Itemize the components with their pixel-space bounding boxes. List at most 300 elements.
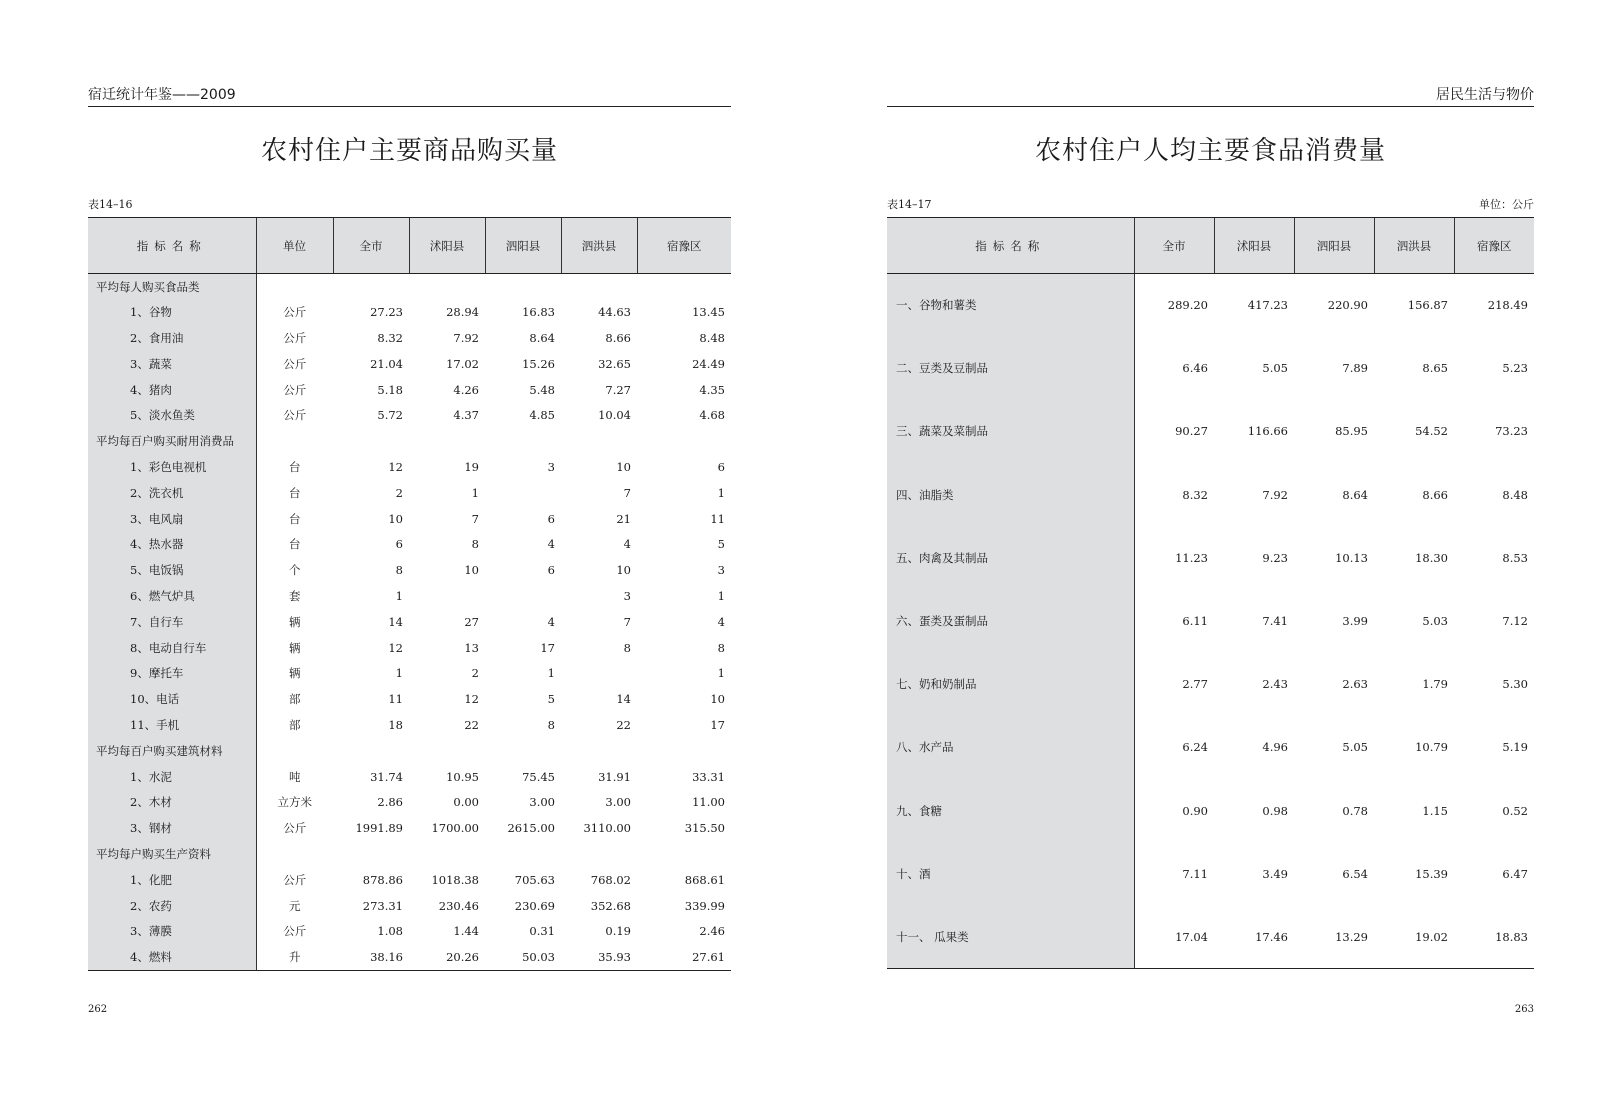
value-cell: 31.91 [598,769,631,784]
value-cell: 5.03 [1422,614,1448,629]
unit-cell: 公斤 [283,305,307,320]
column-header: 泗洪县 [561,218,637,274]
value-cell: 4.68 [699,408,725,423]
value-cell: 6.54 [1342,866,1368,881]
table-row [887,779,1534,842]
category-label: 平均每人购买食品类 [88,274,256,300]
value-cell: 1 [547,666,555,681]
value-cell: 19 [464,459,479,474]
value-cell: 7 [623,614,631,629]
value-cell: 5.48 [529,382,555,397]
value-cell: 8.48 [1502,487,1528,502]
indicator-name: 七、奶和奶制品 [887,653,1134,716]
value-cell: 17.04 [1134,905,1214,968]
value-cell [485,274,561,300]
unit-cell [256,738,333,764]
value-cell [637,738,731,764]
value-cell: 10 [616,459,631,474]
value-cell: 417.23 [1247,298,1288,313]
unit-cell: 吨 [289,769,301,784]
value-cell: 7.92 [1262,487,1288,502]
indicator-name: 6、燃气炉具 [88,583,256,609]
value-cell: 1018.38 [431,872,479,887]
value-cell: 17 [540,640,555,655]
value-cell: 8.64 [529,330,555,345]
commodity-purchase-table [88,217,731,971]
value-cell: 5 [547,692,555,707]
value-cell: 22 [616,717,631,732]
value-cell: 7.89 [1342,361,1368,376]
value-cell: 11.23 [1175,550,1208,565]
value-cell: 230.69 [514,898,555,913]
value-cell: 17.46 [1214,905,1294,968]
unit-cell [256,841,333,867]
indicator-name: 4、猪肉 [88,377,256,403]
indicator-name: 5、电饭锅 [88,557,256,583]
column-header: 指标名称 [887,218,1134,274]
column-header: 宿豫区 [637,218,731,274]
value-cell: 33.31 [692,769,725,784]
column-header: 泗阳县 [1294,218,1374,274]
value-cell: 352.68 [590,898,631,913]
value-cell: 4 [623,537,631,552]
table-row [88,557,731,583]
value-cell: 1700.00 [431,821,479,836]
unit-cell [256,428,333,454]
value-cell: 18.30 [1415,550,1448,565]
table-row [88,531,731,557]
value-cell: 12 [388,640,403,655]
value-cell: 1 [717,588,725,603]
value-cell: 8.65 [1422,361,1448,376]
value-cell: 1991.89 [355,821,403,836]
indicator-name: 3、电风扇 [88,506,256,532]
value-cell: 44.63 [598,305,631,320]
value-cell: 868.61 [684,872,725,887]
column-header: 指标名称 [88,218,256,274]
value-cell: 7.12 [1502,614,1528,629]
value-cell: 8 [547,717,555,732]
value-cell: 0.98 [1262,803,1288,818]
value-cell: 24.49 [692,356,725,371]
indicator-name: 4、热水器 [88,531,256,557]
unit-cell: 个 [289,563,301,578]
table-header-row [88,218,731,274]
unit-cell: 辆 [289,666,301,681]
unit-cell: 立方米 [277,795,312,810]
value-cell: 8 [395,563,403,578]
value-cell: 11 [710,511,725,526]
column-header: 全市 [333,218,409,274]
indicator-name: 四、油脂类 [887,463,1134,526]
value-cell: 4.26 [453,382,479,397]
value-cell: 1 [395,588,403,603]
value-cell: 4.37 [453,408,479,423]
value-cell: 768.02 [590,872,631,887]
value-cell: 10 [388,511,403,526]
indicator-name: 3、蔬菜 [88,351,256,377]
table-row [88,609,731,635]
indicator-name: 3、薄膜 [88,918,256,944]
indicator-name: 2、木材 [88,789,256,815]
value-cell: 2.63 [1342,677,1368,692]
unit-cell: 台 [289,485,301,500]
value-cell: 13 [464,640,479,655]
table-row [887,400,1534,463]
table-row [88,351,731,377]
value-cell: 1 [471,485,479,500]
value-cell: 6.47 [1502,866,1528,881]
unit-cell: 公斤 [283,924,307,939]
table-row [88,428,731,454]
value-cell: 5.05 [1262,361,1288,376]
value-cell: 3110.00 [583,821,631,836]
value-cell: 6 [717,459,725,474]
value-cell: 27.23 [370,305,403,320]
value-cell: 31.74 [370,769,403,784]
indicator-name: 10、电话 [88,686,256,712]
value-cell: 156.87 [1407,298,1448,313]
running-head: 宿迁统计年鉴——2009 [88,86,731,107]
value-cell [409,583,485,609]
value-cell: 15.39 [1415,866,1448,881]
table-row [88,712,731,738]
value-cell: 2.46 [699,924,725,939]
value-cell: 11.00 [692,795,725,810]
value-cell: 230.46 [438,898,479,913]
value-cell: 0.78 [1342,803,1368,818]
table-row [887,526,1534,589]
unit-cell: 升 [256,944,333,970]
page-title: 农村住户主要商品购买量 [260,136,558,166]
value-cell: 13.45 [692,305,725,320]
column-header: 沭阳县 [409,218,485,274]
value-cell: 4 [547,614,555,629]
value-cell: 0.52 [1502,803,1528,818]
value-cell: 5.23 [1502,361,1528,376]
indicator-name: 十、酒 [887,842,1134,905]
table-row [887,589,1534,652]
value-cell: 3.99 [1342,614,1368,629]
value-cell [561,660,637,686]
table-row [88,402,731,428]
value-cell: 12 [388,459,403,474]
value-cell [485,583,561,609]
category-label: 平均每百户购买建筑材料 [88,738,256,764]
value-cell: 21 [616,511,631,526]
value-cell: 27 [464,614,479,629]
table-row [88,944,731,970]
indicator-name: 4、燃料 [88,944,256,970]
unit-cell [256,274,333,300]
indicator-name: 一、谷物和薯类 [887,274,1134,337]
value-cell: 4.96 [1262,740,1288,755]
value-cell: 0.31 [529,924,555,939]
table-row [88,815,731,841]
value-cell: 5.72 [377,408,403,423]
value-cell: 2.43 [1262,677,1288,692]
table-row [88,480,731,506]
unit-cell: 公斤 [283,821,307,836]
indicator-name: 2、农药 [88,893,256,919]
value-cell: 218.49 [1487,298,1528,313]
value-cell: 4 [717,614,725,629]
value-cell: 705.63 [514,872,555,887]
table-row [88,686,731,712]
table-row [88,918,731,944]
value-cell: 220.90 [1327,298,1368,313]
value-cell: 7.41 [1262,614,1288,629]
unit-cell: 公斤 [283,382,307,397]
value-cell: 10.04 [598,408,631,423]
value-cell: 54.52 [1415,424,1448,439]
table-row [887,653,1534,716]
value-cell: 19.02 [1374,905,1454,968]
unit-cell: 套 [289,588,301,603]
value-cell: 10 [616,563,631,578]
unit-cell: 辆 [289,614,301,629]
value-cell: 7.27 [605,382,631,397]
value-cell [485,738,561,764]
value-cell: 4.35 [699,382,725,397]
value-cell [409,428,485,454]
value-cell: 8.48 [699,330,725,345]
value-cell: 38.16 [333,944,409,970]
unit-cell: 台 [289,511,301,526]
indicator-name: 九、食糖 [887,779,1134,842]
value-cell: 11 [388,692,403,707]
value-cell: 15.26 [522,356,555,371]
value-cell [561,841,637,867]
table-row [887,716,1534,779]
indicator-name: 三、蔬菜及菜制品 [887,400,1134,463]
unit-cell: 公斤 [283,408,307,423]
unit-cell: 公斤 [283,872,307,887]
value-cell: 7.11 [1182,866,1208,881]
value-cell [561,428,637,454]
table-row [88,274,731,300]
value-cell: 7 [471,511,479,526]
value-cell: 21.04 [370,356,403,371]
unit-cell: 元 [289,898,301,913]
value-cell: 8.32 [1182,487,1208,502]
value-cell: 3.00 [605,795,631,810]
value-cell: 6 [547,563,555,578]
table-row [887,274,1534,337]
value-cell [485,428,561,454]
value-cell: 8 [717,640,725,655]
table-row [88,738,731,764]
unit-cell: 台 [289,537,301,552]
value-cell: 0.90 [1182,803,1208,818]
unit-cell: 部 [289,692,301,707]
category-label: 平均每百户购买耐用消费品 [88,428,256,454]
table-row [88,506,731,532]
right-page [887,0,1534,1099]
value-cell: 289.20 [1167,298,1208,313]
table-row [88,377,731,403]
unit-cell: 公斤 [283,330,307,345]
indicator-name: 五、肉禽及其制品 [887,526,1134,589]
value-cell [485,480,561,506]
value-cell [485,841,561,867]
value-cell [333,841,409,867]
value-cell: 4 [547,537,555,552]
table-row [887,463,1534,526]
value-cell: 13.29 [1294,905,1374,968]
value-cell: 10.79 [1415,740,1448,755]
indicator-name: 1、水泥 [88,764,256,790]
value-cell: 8.66 [1422,487,1448,502]
unit-cell: 部 [289,717,301,732]
value-cell [409,738,485,764]
value-cell: 75.45 [522,769,555,784]
table-row [887,905,1534,968]
indicator-name: 11、手机 [88,712,256,738]
table-row [88,841,731,867]
value-cell [637,274,731,300]
value-cell: 16.83 [522,305,555,320]
value-cell: 6.11 [1182,614,1208,629]
indicator-name: 1、化肥 [88,867,256,893]
value-cell [333,428,409,454]
value-cell: 12 [464,692,479,707]
column-header: 单位 [256,218,333,274]
value-cell [333,738,409,764]
value-cell: 27.61 [637,944,731,970]
value-cell [637,841,731,867]
value-cell: 8.32 [377,330,403,345]
table-row [88,635,731,661]
food-consumption-table [887,217,1534,969]
table-header-row [887,218,1534,274]
value-cell: 0.00 [453,795,479,810]
value-cell: 73.23 [1495,424,1528,439]
page-number: 262 [88,1004,108,1015]
value-cell: 6.24 [1182,740,1208,755]
value-cell: 1.08 [377,924,403,939]
value-cell: 0.19 [605,924,631,939]
value-cell [637,428,731,454]
value-cell [409,274,485,300]
value-cell: 18 [388,717,403,732]
table-row [88,867,731,893]
value-cell [333,274,409,300]
value-cell: 2.86 [377,795,403,810]
value-cell: 8 [471,537,479,552]
table-row [88,583,731,609]
value-cell: 85.95 [1335,424,1368,439]
value-cell: 18.83 [1454,905,1534,968]
table-row [88,764,731,790]
value-cell: 2 [395,485,403,500]
value-cell: 1 [717,666,725,681]
page-number: 263 [1514,1004,1534,1015]
value-cell: 10 [710,692,725,707]
value-cell: 3 [717,563,725,578]
value-cell: 2.77 [1182,677,1208,692]
value-cell: 10.95 [446,769,479,784]
value-cell: 878.86 [362,872,403,887]
value-cell: 20.26 [409,944,485,970]
value-cell: 50.03 [485,944,561,970]
indicator-name: 六、蛋类及蛋制品 [887,589,1134,652]
unit-cell: 台 [289,459,301,474]
value-cell: 32.65 [598,356,631,371]
table-row [887,337,1534,400]
column-header: 宿豫区 [1454,218,1534,274]
table-number: 表14–17 [887,198,932,211]
indicator-name: 2、洗衣机 [88,480,256,506]
value-cell: 17.02 [446,356,479,371]
value-cell: 5.18 [377,382,403,397]
table-number: 表14–16 [88,198,133,211]
value-cell: 1 [717,485,725,500]
indicator-name: 十一、 瓜果类 [887,905,1134,968]
table-row [887,842,1534,905]
value-cell [561,274,637,300]
indicator-name: 5、淡水鱼类 [88,402,256,428]
value-cell: 28.94 [446,305,479,320]
value-cell: 17 [710,717,725,732]
value-cell: 273.31 [362,898,403,913]
value-cell: 14 [616,692,631,707]
running-head: 居民生活与物价 [887,86,1534,107]
value-cell: 35.93 [561,944,637,970]
value-cell: 22 [464,717,479,732]
indicator-name: 7、自行车 [88,609,256,635]
value-cell: 7 [623,485,631,500]
indicator-name: 1、谷物 [88,299,256,325]
value-cell: 5.30 [1502,677,1528,692]
value-cell: 5.05 [1342,740,1368,755]
table-row [88,893,731,919]
table-row [88,299,731,325]
value-cell: 1.15 [1422,803,1448,818]
value-cell: 14 [388,614,403,629]
indicator-name: 8、电动自行车 [88,635,256,661]
left-page [88,0,731,1099]
value-cell: 315.50 [684,821,725,836]
value-cell: 9.23 [1262,550,1288,565]
value-cell: 10 [464,563,479,578]
column-header: 泗阳县 [485,218,561,274]
value-cell: 3.49 [1262,866,1288,881]
value-cell: 8 [623,640,631,655]
table-row [88,660,731,686]
table-row [88,454,731,480]
indicator-name: 1、彩色电视机 [88,454,256,480]
value-cell: 3.00 [529,795,555,810]
unit-cell: 辆 [289,640,301,655]
value-cell: 8.64 [1342,487,1368,502]
value-cell: 6 [395,537,403,552]
value-cell [409,841,485,867]
table-row [88,789,731,815]
table-row [88,325,731,351]
value-cell: 2 [471,666,479,681]
value-cell: 3 [623,588,631,603]
value-cell: 7.92 [453,330,479,345]
value-cell: 116.66 [1247,424,1288,439]
category-label: 平均每户购买生产资料 [88,841,256,867]
value-cell: 6.46 [1182,361,1208,376]
value-cell: 8.53 [1502,550,1528,565]
indicator-name: 9、摩托车 [88,660,256,686]
column-header: 沭阳县 [1214,218,1294,274]
unit-cell: 公斤 [283,356,307,371]
indicator-name: 3、钢材 [88,815,256,841]
